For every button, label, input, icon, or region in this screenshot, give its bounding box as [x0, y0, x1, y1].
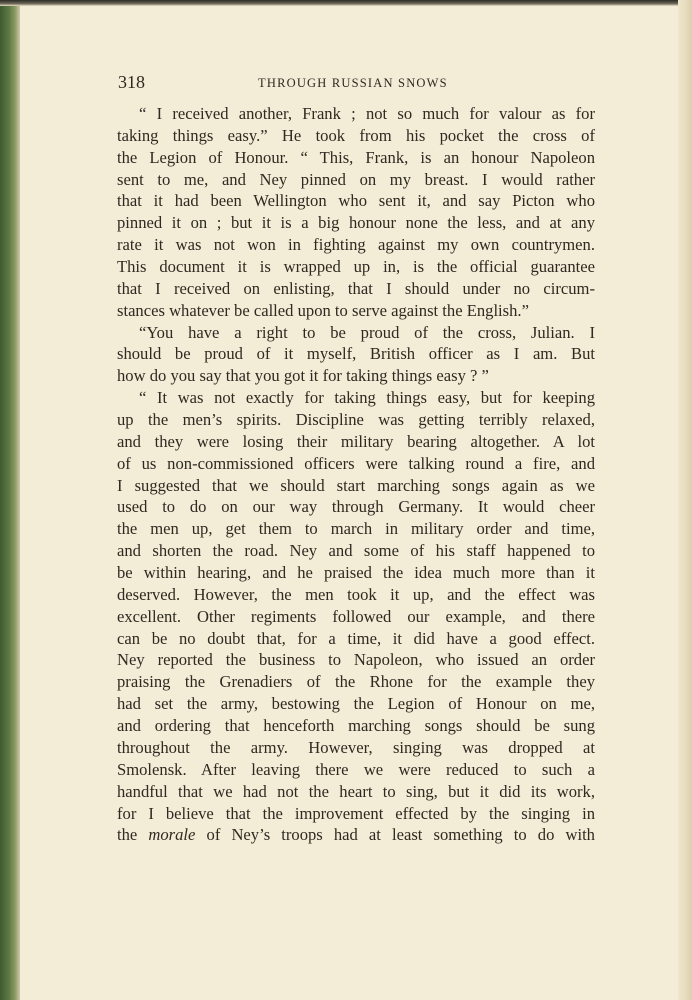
text-line: “ I received another, Frank ; not so much for valour as for — [139, 104, 595, 123]
text-line: “You have a right to be proud of the cross, Julian. I — [139, 322, 595, 342]
final-line-prefix: the — [117, 825, 138, 845]
text-line: the Legion of Honour. “ This, Frank, is an honour Napoleon — [117, 147, 595, 167]
text-line: Smolensk. After leaving there we were reduced to such a — [117, 759, 595, 779]
text-line: for I believe that the improvement effected by the singing in — [117, 803, 595, 823]
text-line: and ordering that henceforth marching songs should be sung — [117, 716, 595, 736]
text-line-final — [117, 824, 595, 846]
text-line: Ney reported the business to Napoleon, who issued an order — [117, 650, 595, 670]
text-line: should be proud of it myself, British officer as I am. But — [117, 344, 595, 364]
text-line: how do you say that you got it for taking things easy ? ” — [117, 366, 489, 386]
text-line: up the men’s spirits. Discipline was getting terribly relaxed, — [117, 410, 595, 430]
body-text — [117, 103, 595, 846]
page-right-edge — [678, 0, 692, 1000]
text-line: had set the army, bestowing the Legion of Honour on me, — [117, 694, 595, 714]
final-line-suffix: of Ney’s troops had at least something to do with — [206, 825, 595, 845]
text-line: of us non-commissioned officers were talking round a fire, and — [117, 453, 595, 473]
running-title: THROUGH RUSSIAN SNOWS — [258, 76, 448, 90]
text-line: that I received on enlisting, that I should under no circum- — [117, 278, 595, 298]
text-line: throughout the army. However, singing was dropped at — [117, 737, 595, 757]
text-line: can be no doubt that, for a time, it did have a good effect. — [117, 628, 595, 648]
text-line: handful that we had not the heart to sing, but it did its work, — [117, 781, 595, 801]
text-line: that it had been Wellington who sent it, and say Picton who — [117, 191, 595, 211]
text-line: excellent. Other regiments followed our example, and there — [117, 606, 595, 626]
text-line: stances whatever be called upon to serve against the English.” — [117, 300, 529, 320]
text-line: and shorten the road. Ney and some of his staff happened to — [117, 541, 595, 561]
page-top-edge — [0, 0, 692, 6]
text-line: rate it was not won in fighting against my own countrymen. — [117, 235, 595, 255]
text-line: and they were losing their military bearing altogether. A lot — [117, 431, 595, 451]
book-spine-edge — [0, 0, 20, 1000]
text-line: I suggested that we should start marching songs again as we — [117, 475, 595, 495]
text-line: This document it is wrapped up in, is the official guarantee — [117, 257, 595, 277]
text-line: “ It was not exactly for taking things easy, but for keeping — [139, 388, 595, 408]
italic-word: morale — [148, 825, 196, 845]
page-header — [118, 70, 594, 94]
page-number: 318 — [118, 72, 145, 92]
text-line: sent to me, and Ney pinned on my breast. I would rather — [117, 169, 595, 189]
text-line: praising the Grenadiers of the Rhone for the example they — [117, 672, 595, 692]
text-line: pinned it on ; but it is a big honour none the less, and at any — [117, 213, 595, 233]
text-line: the men up, get them to march in military order and time, — [117, 519, 595, 539]
text-line: taking things easy.” He took from his pocket the cross of — [117, 125, 595, 145]
text-line: be within hearing, and he praised the idea much more than it — [117, 563, 595, 583]
text-line: deserved. However, the men took it up, and the effect was — [117, 584, 595, 604]
text-line: used to do on our way through Germany. It would cheer — [117, 497, 595, 517]
